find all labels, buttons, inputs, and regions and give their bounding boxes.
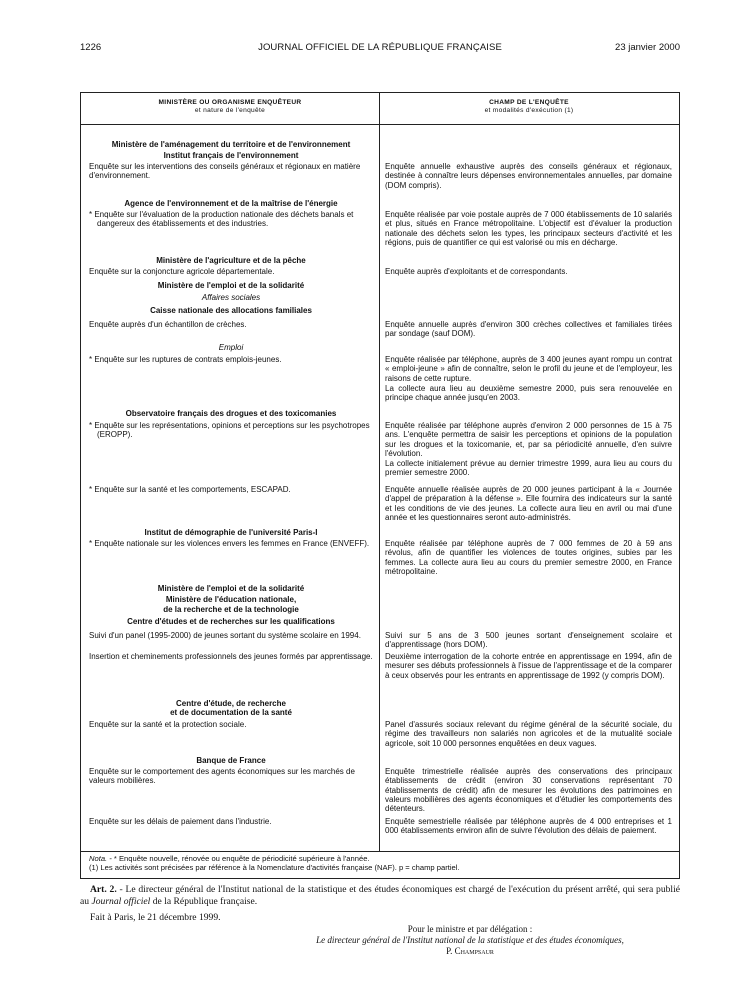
section-title: Ministère de l'aménagement du territoire et de l'environnement: [111, 140, 351, 149]
survey-name: Enquête auprès d'un échantillon de crèches.: [89, 320, 247, 329]
note-label: Nota. -: [89, 854, 112, 863]
journal-title: JOURNAL OFFICIEL DE LA RÉPUBLIQUE FRANÇAISE: [258, 42, 502, 53]
note-line: * Enquête nouvelle, rénovée ou enquête de périodicité supérieure à l'année.: [113, 854, 370, 863]
left-column-header: MINISTÈRE OU ORGANISME ENQUÊTEUR et nature de l'enquête: [158, 99, 302, 114]
right-column-header: CHAMP DE L'ENQUÊTE et modalités d'exécution (1): [484, 99, 574, 114]
survey-scope: La collecte initialement prévue au dernier trimestre 1999, aura lieu au cours du premier semestre 2000.: [385, 459, 672, 478]
section-title: Ministère de l'agriculture et de la pêche: [156, 256, 306, 265]
survey-scope: Enquête annuelle exhaustive auprès des conseils généraux et régionaux, destinée à connaître leurs dépenses environnementales annuelles, par domaine (DOM compris).: [385, 162, 672, 190]
journal-name: Journal officiel: [91, 896, 151, 907]
delegation-line: Pour le ministre et par délégation :: [407, 924, 533, 934]
survey-name: Suivi d'un panel (1995-2000) de jeunes sortant du système scolaire en 1994.: [89, 631, 361, 640]
section-subtitle: Centre d'études et de recherches sur les qualifications: [127, 617, 335, 626]
survey-scope: Enquête réalisée par téléphone auprès de 7 000 femmes de 20 à 59 ans révolus, afin de quantifier les violences de toutes origines, subies par les femmes. La collecte aura lieu au cours du premier semestre 2000, en France métropolitaine.: [385, 539, 672, 576]
section-title: Ministère de l'emploi et de la solidarité: [157, 584, 305, 593]
section-title: Institut de démographie de l'université Paris-I: [144, 528, 318, 537]
section-title: Banque de France: [196, 756, 266, 765]
survey-name: Enquête sur les interventions des conseils généraux et régionaux en matière d'environnement.: [89, 162, 361, 181]
survey-scope: Deuxième interrogation de la cohorte entrée en apprentissage en 1994, afin de mesurer ses débuts professionnels à l'issue de l'apprentissage et de la comparer à ceux observés pour les entrants en apprentissage de 1992 (y compris DOM).: [385, 652, 672, 680]
article-paragraph: Art. 2. - Le directeur général de l'Institut national de la statistique et des études économiques est chargé de l'exécution du présent arrêté, qui sera publié au Journal officiel de la République française.: [80, 884, 681, 907]
signatory-title: Le directeur général de l'Institut national de la statistique et des études économiques,: [316, 935, 624, 945]
page-number: 1226: [80, 42, 102, 53]
article-label: Art. 2.: [90, 884, 117, 895]
issue-date: 23 janvier 2000: [615, 42, 680, 53]
survey-scope: Enquête réalisée par téléphone, auprès de 3 400 jeunes ayant rompu un contrat « emploi-jeune » afin de connaître, selon le profil du jeune et de l'employeur, les raisons de cette rupture.: [385, 355, 672, 383]
survey-scope: Enquête trimestrielle réalisée auprès des conservations des principaux établissements de crédit (environ 30 conservations représentant 70 établissements de crédit) afin de mesurer les évolutions des patrimoines en valeurs mobilières des agents économiques et d'étudier les comportements des détenteurs.: [385, 767, 672, 814]
section-subtitle: Ministère de l'éducation nationale,: [165, 595, 297, 604]
table-notes: [89, 854, 669, 872]
survey-name: Enquête sur la conjoncture agricole départementale.: [89, 267, 275, 276]
survey-name: * Enquête sur l'évaluation de la production nationale des déchets banals et dangereux des établissements et des industries.: [89, 210, 354, 229]
section-title: Ministère de l'emploi et de la solidarité: [157, 281, 305, 290]
signature-date: Fait à Paris, le 21 décembre 1999.: [90, 912, 221, 923]
section-subtitle: Institut français de l'environnement: [163, 151, 299, 160]
survey-name: Insertion et cheminements professionnels des jeunes formés par apprentissage.: [89, 652, 373, 661]
survey-table: [80, 92, 680, 879]
survey-scope: Enquête annuelle réalisée auprès de 20 000 jeunes participant à la « Journée d'appel de préparation à la défense ». Elle fournira des indicateurs sur la santé et les conditions de vie des jeunes. La collecte aura lieu en avril ou mai d'une année et les questionnaires seront auto-administrés.: [385, 485, 672, 522]
survey-name: * Enquête sur la santé et les comportements, ESCAPAD.: [89, 485, 291, 494]
note-line: (1) Les activités sont précisées par référence à la Nomenclature d'activités française (NAF). p = champ partiel.: [89, 863, 460, 872]
survey-scope: Panel d'assurés sociaux relevant du régime général de la sécurité sociale, du régime des travailleurs non salariés non agricoles et de la mutualité sociale agricole, soit 10 000 personnes enquêtées en deux vagues.: [385, 720, 672, 748]
survey-name: Enquête sur le comportement des agents économiques sur les marchés de valeurs mobilières.: [89, 767, 355, 786]
section-title: Agence de l'environnement et de la maîtrise de l'énergie: [124, 199, 338, 208]
survey-scope: Suivi sur 5 ans de 3 500 jeunes sortant d'enseignement scolaire et d'apprentissage (hors DOM).: [385, 631, 672, 650]
survey-scope: Enquête annuelle auprès d'environ 300 crèches collectives et familiales tirées par sondage (sauf DOM).: [385, 320, 672, 339]
survey-name: Enquête sur la santé et la protection sociale.: [89, 720, 247, 729]
survey-scope: Enquête semestrielle réalisée par téléphone auprès de 4 000 entreprises et 1 000 établissements environ afin de suivre l'évolution des délais de paiement.: [385, 817, 672, 836]
survey-scope: Enquête auprès d'exploitants et de correspondants.: [385, 267, 568, 276]
header-rule: [81, 124, 679, 125]
survey-name: * Enquête sur les représentations, opinions et perceptions sur les psychotropes (EROPP).: [89, 421, 370, 440]
notes-rule: [81, 851, 679, 852]
page-header: [80, 42, 680, 56]
survey-scope: La collecte aura lieu au deuxième semestre 2000, puis sera renouvelée en principe chaque année jusqu'en 2003.: [385, 384, 672, 403]
section-title: Centre d'étude, de recherche: [176, 699, 286, 708]
survey-scope: Enquête réalisée par voie postale auprès de 7 000 établissements de 10 salariés et plus, situés en France métropolitaine. L'objectif est d'évaluer la production nationale des déchets selon les types, les principaux secteurs d'activité et les régions, puis de quantifier ce qui est valorisé ou mis en décharge.: [385, 210, 672, 247]
section-subtitle: et de documentation de la santé: [170, 708, 292, 717]
signatory-name: P. Champsaur: [446, 946, 494, 956]
survey-name: * Enquête nationale sur les violences envers les femmes en France (ENVEFF).: [89, 539, 370, 548]
section-subtitle: Emploi: [218, 343, 244, 352]
survey-name: * Enquête sur les ruptures de contrats emplois-jeunes.: [89, 355, 282, 364]
survey-scope: Enquête réalisée par téléphone auprès d'environ 2 000 personnes de 15 à 75 ans. L'enquête permettra de saisir les perceptions et opinions de la population sur les drogues et la toxicomanie, et, par sa périodicité annuelle, d'en suivre l'évolution.: [385, 421, 672, 458]
survey-name: Enquête sur les délais de paiement dans l'industrie.: [89, 817, 272, 826]
section-subtitle: Affaires sociales: [201, 293, 261, 302]
section-subtitle: de la recherche et de la technologie: [163, 605, 299, 614]
column-divider: [379, 93, 380, 852]
section-title: Observatoire français des drogues et des toxicomanies: [125, 409, 337, 418]
section-subtitle: Caisse nationale des allocations familiales: [150, 306, 312, 315]
